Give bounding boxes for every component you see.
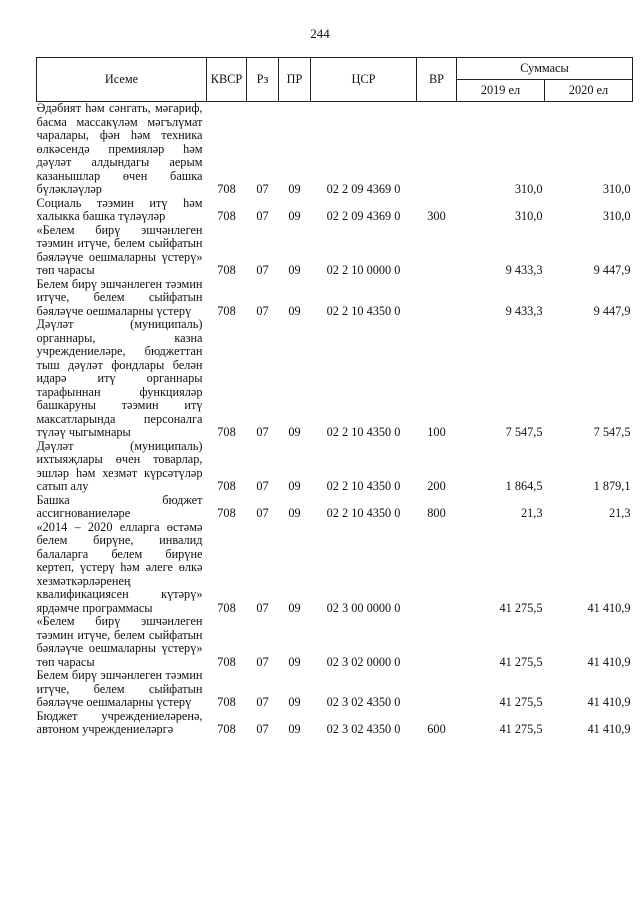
row-csr: 02 3 02 0000 0 xyxy=(326,654,401,669)
row-kvsr: 708 xyxy=(217,654,236,669)
row-csr: 02 2 09 4369 0 xyxy=(326,209,401,223)
table-row xyxy=(37,440,633,494)
table-body xyxy=(37,102,633,737)
row-rz: 07 xyxy=(256,479,269,493)
row-name: Дәүләт (муниципаль) ихтыяҗлары өчен товарлар, эшләр һәм хезмәт күрсәтүләр сатып алу xyxy=(36,438,203,493)
row-csr: 02 2 10 4350 0 xyxy=(326,425,401,439)
table-header xyxy=(37,58,633,102)
page-number: 244 xyxy=(310,26,330,41)
row-sum-2019: 41 275,5 xyxy=(499,722,543,736)
row-sum-2020: 41 410,9 xyxy=(587,654,631,669)
row-rz: 07 xyxy=(256,722,269,736)
row-vr: 600 xyxy=(427,722,446,736)
row-sum-2020: 41 410,9 xyxy=(587,600,631,615)
row-csr: 02 3 02 4350 0 xyxy=(326,722,401,736)
row-kvsr: 708 xyxy=(217,263,236,277)
header-sums: Суммасы xyxy=(457,58,633,80)
row-csr: 02 2 10 4350 0 xyxy=(326,479,401,493)
row-pr: 09 xyxy=(288,600,301,615)
row-kvsr: 708 xyxy=(217,695,236,709)
row-pr: 09 xyxy=(288,303,301,318)
table-row xyxy=(37,615,633,669)
row-sum-2019: 41 275,5 xyxy=(499,654,543,669)
header-year-2020: 2020 ел xyxy=(545,80,633,102)
row-vr: 300 xyxy=(427,209,446,223)
row-name: «Белем бирү эшчәнлеген тәэмин итүче, белем сыйфатын бәяләүче оешмаларны үстерү» төп чарасы xyxy=(36,614,203,669)
row-sum-2019: 9 433,3 xyxy=(505,303,543,318)
row-csr: 02 2 10 4350 0 xyxy=(326,506,401,520)
row-sum-2019: 41 275,5 xyxy=(499,695,543,709)
row-vr xyxy=(417,669,457,710)
row-csr: 02 3 02 4350 0 xyxy=(326,695,401,709)
row-name: Белем бирү эшчәнлеген тәэмин итүче, белем сыйфатын бәяләүче оешмаларны үстерү xyxy=(36,668,203,709)
row-rz: 07 xyxy=(256,695,269,709)
row-pr: 09 xyxy=(288,722,301,736)
row-vr xyxy=(417,521,457,616)
table-row xyxy=(37,318,633,440)
row-kvsr: 708 xyxy=(217,722,236,736)
row-vr xyxy=(417,278,457,319)
row-pr: 09 xyxy=(288,209,301,223)
header-kvsr: КВСР xyxy=(207,58,247,102)
row-vr: 800 xyxy=(427,506,446,520)
budget-table xyxy=(36,57,633,737)
row-sum-2020: 310,0 xyxy=(602,209,631,223)
row-sum-2019: 310,0 xyxy=(514,209,543,223)
row-rz: 07 xyxy=(256,506,269,520)
row-sum-2020: 9 447,9 xyxy=(593,263,631,277)
table-row xyxy=(37,224,633,278)
table-row xyxy=(37,494,633,521)
row-sum-2020: 41 410,9 xyxy=(587,722,631,736)
row-rz: 07 xyxy=(256,654,269,669)
row-sum-2020: 9 447,9 xyxy=(593,303,631,318)
row-kvsr: 708 xyxy=(217,600,236,615)
header-name: Исеме xyxy=(37,58,207,102)
header-pr: ПР xyxy=(279,58,311,102)
row-pr: 09 xyxy=(288,654,301,669)
row-vr xyxy=(417,224,457,278)
row-kvsr: 708 xyxy=(217,506,236,520)
row-sum-2019: 41 275,5 xyxy=(499,600,543,615)
row-pr: 09 xyxy=(288,263,301,277)
header-year-2019: 2019 ел xyxy=(457,80,545,102)
row-name: Бюджет учреждениеләренә, автоном учреждениеләргә xyxy=(36,708,203,736)
row-vr xyxy=(417,615,457,669)
row-rz: 07 xyxy=(256,182,269,196)
row-pr: 09 xyxy=(288,695,301,709)
table-row xyxy=(37,278,633,319)
header-vr: ВР xyxy=(417,58,457,102)
row-rz: 07 xyxy=(256,263,269,277)
row-vr: 200 xyxy=(427,479,446,493)
row-sum-2020: 7 547,5 xyxy=(593,425,631,439)
row-csr: 02 2 10 0000 0 xyxy=(326,263,401,277)
row-sum-2020: 1 879,1 xyxy=(593,479,631,493)
table-row xyxy=(37,669,633,710)
row-name: «Белем бирү эшчәнлеген тәэмин итүче, белем сыйфатын бәяләүче оешмаларны үстерү» төп чарасы xyxy=(36,222,203,277)
row-rz: 07 xyxy=(256,303,269,318)
row-kvsr: 708 xyxy=(217,303,236,318)
row-pr: 09 xyxy=(288,506,301,520)
row-csr: 02 2 09 4369 0 xyxy=(326,182,401,196)
header-csr: ЦСР xyxy=(311,58,417,102)
row-kvsr: 708 xyxy=(217,209,236,223)
table-row xyxy=(37,710,633,737)
row-pr: 09 xyxy=(288,182,301,196)
row-kvsr: 708 xyxy=(217,182,236,196)
row-csr: 02 2 10 4350 0 xyxy=(326,303,401,318)
row-name: «2014 – 2020 елларга өстәмә белем бирүне, инвалид балаларга белем бирүне кертеп, үстерү һәм әлеге өлкә хезмәткәрләренең квалификациясен күтәрү» ярдәмче программасы xyxy=(36,519,203,615)
row-sum-2019: 21,3 xyxy=(520,506,543,520)
row-vr: 100 xyxy=(427,425,446,439)
row-name: Белем бирү эшчәнлеген тәэмин итүче, белем сыйфатын бәяләүче оешмаларны үстерү xyxy=(36,276,203,318)
row-sum-2019: 310,0 xyxy=(514,182,543,196)
row-vr xyxy=(417,102,457,197)
row-pr: 09 xyxy=(288,425,301,439)
row-pr: 09 xyxy=(288,479,301,493)
row-sum-2019: 9 433,3 xyxy=(505,263,543,277)
row-name: Социаль тәэмин итү һәм халыкка башка түләүләр xyxy=(36,195,203,223)
row-rz: 07 xyxy=(256,600,269,615)
row-name: Башка бюджет ассигнованиеләре xyxy=(36,492,203,520)
table-row xyxy=(37,197,633,224)
row-rz: 07 xyxy=(256,209,269,223)
row-sum-2020: 310,0 xyxy=(602,182,631,196)
row-sum-2019: 7 547,5 xyxy=(505,425,543,439)
row-csr: 02 3 00 0000 0 xyxy=(326,600,401,615)
row-name: Әдәбият һәм сәнгать, мәгариф, басма массакүләм мәгълүмат чаралары, фән һәм техника өлкәсендә премияләр һәм дәүләт алдындагы аерым казанышлар өчен башка бүләкләүләр xyxy=(36,101,203,196)
row-kvsr: 708 xyxy=(217,425,236,439)
table-row xyxy=(37,102,633,197)
table-row xyxy=(37,521,633,616)
row-kvsr: 708 xyxy=(217,479,236,493)
row-sum-2020: 41 410,9 xyxy=(587,695,631,709)
row-sum-2020: 21,3 xyxy=(608,506,631,520)
row-sum-2019: 1 864,5 xyxy=(505,479,543,493)
header-rz: Рз xyxy=(247,58,279,102)
row-name: Дәүләт (муниципаль) органнары, казна учреждениеләре, бюджеттан тыш дәүләт фондлары белән идарә итү органнары тарафыннан функцияләр башкаруны тәэмин итү максатларында персоналга түләү чыгымнары xyxy=(36,317,203,439)
row-rz: 07 xyxy=(256,425,269,439)
